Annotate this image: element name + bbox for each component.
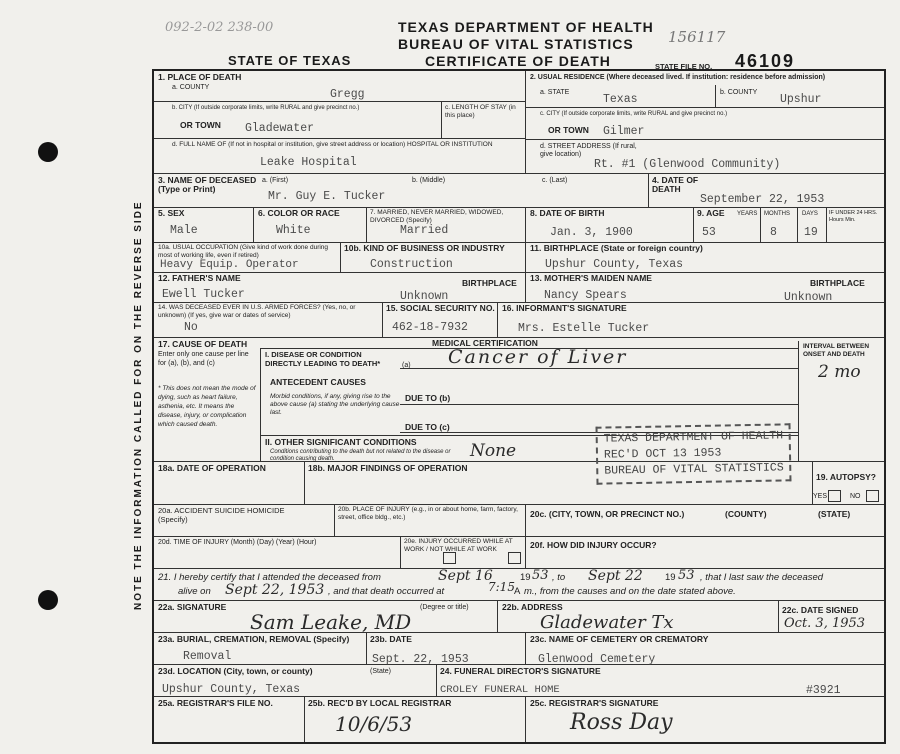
value-marital: Married xyxy=(400,224,449,237)
stamp-line-1: TEXAS DEPARTMENT OF HEALTH xyxy=(603,429,784,446)
label-address: 22b. ADDRESS xyxy=(502,602,563,612)
value-last-seen: Sept 22, 1953 xyxy=(225,582,325,598)
label-location-state: (State) xyxy=(370,668,392,675)
label-date-signed: 22c. DATE SIGNED xyxy=(782,605,859,615)
label-length-of-stay: c. LENGTH OF STAY (in this place) xyxy=(445,104,516,119)
label-degree: (Degree or title) xyxy=(420,604,469,611)
label-other-cond: II. OTHER SIGNIFICANT CONDITIONS xyxy=(265,437,417,447)
value-mother: Nancy Spears xyxy=(544,289,627,302)
not-at-work-checkbox[interactable] xyxy=(508,552,521,564)
label-cemetery: 23c. NAME OF CEMETERY OR CREMATORY xyxy=(530,634,709,644)
label-injury-state: (STATE) xyxy=(818,509,851,519)
label-accident: 20a. ACCIDENT SUICIDE HOMICIDE (Specify) xyxy=(158,506,285,524)
state-of-texas: STATE OF TEXAS xyxy=(228,53,352,68)
value-date-signed: Oct. 3, 1953 xyxy=(784,616,866,631)
value-funeral-no: #3921 xyxy=(806,684,841,697)
label-disease-i: I. DISEASE OR CONDITION DIRECTLY LEADING TO DEATH* xyxy=(265,350,381,368)
value-attended-to-year: 53 xyxy=(678,568,695,583)
label-autopsy-no: NO xyxy=(850,493,861,500)
label-med-cert: MEDICAL CERTIFICATION xyxy=(432,338,538,348)
label-name: 3. NAME OF DECEASED (Type or Print) xyxy=(158,175,257,194)
value-street: Rt. #1 (Glenwood Community) xyxy=(594,158,781,171)
file-no-label: STATE FILE NO. xyxy=(655,62,713,71)
label-street: d. STREET ADDRESS (If rural, give location) xyxy=(540,143,637,158)
value-name: Mr. Guy E. Tucker xyxy=(268,190,386,203)
value-age-days: 19 xyxy=(804,226,818,239)
label-first: a. (First) xyxy=(262,177,289,184)
label-mother: 13. MOTHER'S MAIDEN NAME xyxy=(530,273,652,283)
label-19-2: 19 xyxy=(665,572,676,583)
value-mother-birthplace: Unknown xyxy=(784,291,833,304)
label-dob: 8. DATE OF BIRTH xyxy=(530,208,605,218)
value-burial-date: Sept. 22, 1953 xyxy=(372,653,469,666)
value-other-cond: None xyxy=(470,441,517,461)
autopsy-yes-checkbox[interactable] xyxy=(828,490,841,502)
label-death-occurred: , and that death occurred at xyxy=(328,586,445,597)
label-birthplace: 11. BIRTHPLACE (State or foreign country) xyxy=(530,243,703,253)
label-state: a. STATE xyxy=(540,89,570,96)
value-recd-local: 10/6/53 xyxy=(335,712,413,736)
value-res-county: Upshur xyxy=(780,93,822,106)
value-attended-to: Sept 22 xyxy=(588,568,643,584)
value-cause-a: Cancer of Liver xyxy=(448,346,628,368)
label-injury-city: 20c. (CITY, TOWN, OR PRECINCT NO.) xyxy=(530,509,685,519)
top-note: 092-2-02 238-00 xyxy=(165,20,274,35)
label-res-city: c. CITY (If outside corporate limits, write RURAL and give precinct no.) xyxy=(540,111,728,117)
label-res-or-town: OR TOWN xyxy=(548,125,589,135)
value-death-time: 7:15 xyxy=(488,580,515,594)
label-due-b: DUE TO (b) xyxy=(405,393,451,403)
label-certify-to: , to xyxy=(552,572,566,583)
label-19-1: 19 xyxy=(520,572,531,583)
label-alive-on: alive on xyxy=(178,586,211,597)
label-certify-1: 21. I hereby certify that I attended the deceased from xyxy=(158,572,381,583)
label-sex: 5. SEX xyxy=(158,208,185,218)
label-certify-3: m., from the causes and on the date stated above. xyxy=(524,586,736,597)
label-signature: 22a. SIGNATURE xyxy=(158,602,227,612)
label-city: b. CITY (If outside corporate limits, write RURAL and give precinct no.) xyxy=(172,105,360,111)
label-years: YEARS xyxy=(737,211,758,217)
value-county: Gregg xyxy=(330,88,365,101)
label-registrar-sig: 25c. REGISTRAR'S SIGNATURE xyxy=(530,698,659,708)
label-ssn: 15. SOCIAL SECURITY NO. xyxy=(386,303,495,313)
value-informant: Mrs. Estelle Tucker xyxy=(518,322,650,335)
value-res-city: Gilmer xyxy=(603,125,645,138)
label-autopsy: 19. AUTOPSY? xyxy=(816,472,876,482)
value-attended-from-year: 53 xyxy=(532,568,549,583)
value-race: White xyxy=(276,224,311,237)
label-burial-date: 23b. DATE xyxy=(370,634,412,644)
value-occupation: Heavy Equip. Operator xyxy=(160,259,299,271)
label-mother-birthplace: BIRTHPLACE xyxy=(810,278,865,288)
label-major-findings: 18b. MAJOR FINDINGS OF OPERATION xyxy=(308,463,468,473)
label-armed-forces: 14. WAS DECEASED EVER IN U.S. ARMED FORCES? (Yes, no, or unknown) (If yes, give war or dates of service) xyxy=(158,304,356,319)
value-father: Ewell Tucker xyxy=(162,288,245,301)
label-burial: 23a. BURIAL, CREMATION, REMOVAL (Specify) xyxy=(158,634,350,644)
handwritten-number: 156117 xyxy=(668,28,726,46)
label-location: 23d. LOCATION (City, town, or county) xyxy=(158,666,313,676)
label-county: a. COUNTY xyxy=(172,84,210,91)
side-note: NOTE THE INFORMATION CALLED FOR ON THE REVERSE SIDE xyxy=(133,200,144,610)
label-date-of-death: 4. DATE OF DEATH xyxy=(652,175,699,194)
bureau-title: BUREAU OF VITAL STATISTICS xyxy=(398,36,634,52)
label-marital: 7. MARRIED, NEVER MARRIED, WIDOWED, DIVORCED (Specify) xyxy=(370,209,504,224)
value-city: Gladewater xyxy=(245,122,315,135)
value-address: Gladewater Tx xyxy=(540,612,674,633)
value-date-of-death: September 22, 1953 xyxy=(700,193,825,206)
label-cause-note: * This does not mean the mode of dying, such as heart failure, asthenia, etc. It means the disease, injury, or complication which caused death. xyxy=(158,385,256,428)
label-autopsy-yes: YES xyxy=(813,493,828,500)
label-informant: 16. INFORMANT'S SIGNATURE xyxy=(502,303,627,313)
value-age-years: 53 xyxy=(702,226,716,239)
label-recd-local: 25b. REC'D BY LOCAL REGISTRAR xyxy=(308,698,452,708)
value-death-ampm: A xyxy=(514,586,521,597)
value-res-state: Texas xyxy=(603,93,638,106)
value-cemetery: Glenwood Cemetery xyxy=(538,653,656,666)
value-registrar-sig: Ross Day xyxy=(570,710,673,735)
label-time-of-injury: 20d. TIME OF INJURY (Month) (Day) (Year) (Hour) xyxy=(158,539,317,546)
value-industry: Construction xyxy=(370,258,453,271)
value-sex: Male xyxy=(170,224,198,237)
label-days: DAYS xyxy=(802,211,818,217)
value-age-months: 8 xyxy=(770,226,777,239)
label-middle: b. (Middle) xyxy=(412,177,446,184)
label-industry: 10b. KIND OF BUSINESS OR INDUSTRY xyxy=(344,243,505,253)
label-last: c. (Last) xyxy=(542,177,568,184)
punch-hole-top xyxy=(38,142,58,162)
label-months: MONTHS xyxy=(764,211,790,217)
dept-title: TEXAS DEPARTMENT OF HEALTH xyxy=(398,19,654,35)
value-burial: Removal xyxy=(183,650,232,663)
label-interval: INTERVAL BETWEEN ONSET AND DEATH xyxy=(803,343,870,358)
value-funeral-home: CROLEY FUNERAL HOME xyxy=(440,684,560,696)
value-ssn: 462-18-7932 xyxy=(392,321,468,334)
label-cause-of-death: 17. CAUSE OF DEATH xyxy=(158,339,248,349)
label-date-of-operation: 18a. DATE OF OPERATION xyxy=(158,463,266,473)
value-location: Upshur County, Texas xyxy=(162,683,301,696)
label-due-c: DUE TO (c) xyxy=(405,422,450,432)
stamp-line-3: BUREAU OF VITAL STATISTICS xyxy=(604,461,784,478)
label-under-24: IF UNDER 24 HRS. Hours Min. xyxy=(829,210,878,223)
label-how-injury: 20f. HOW DID INJURY OCCUR? xyxy=(530,540,657,550)
label-father-birthplace: BIRTHPLACE xyxy=(462,278,517,288)
label-injury-county: (COUNTY) xyxy=(725,509,767,519)
label-usual-residence: 2. USUAL RESIDENCE (Where deceased lived. If institution: residence before admission) xyxy=(530,74,826,81)
value-signature: Sam Leake, MD xyxy=(250,610,412,634)
value-attended-from: Sept 16 xyxy=(438,568,493,584)
value-father-birthplace: Unknown xyxy=(400,290,449,303)
autopsy-no-checkbox[interactable] xyxy=(866,490,879,502)
label-funeral-director: 24. FUNERAL DIRECTOR'S SIGNATURE xyxy=(440,666,601,676)
label-registrar-file: 25a. REGISTRAR'S FILE NO. xyxy=(158,698,273,708)
value-armed-forces: No xyxy=(184,321,198,334)
label-certify-2: , that I last saw the deceased xyxy=(700,572,824,583)
label-occupation: 10a. USUAL OCCUPATION (Give kind of work done during most of working life, even if retired) xyxy=(158,244,329,259)
punch-hole-bottom xyxy=(38,590,58,610)
label-morbid: Morbid conditions, if any, giving rise to the above cause (a) stating the underlying cause last. xyxy=(270,393,400,416)
stamp-line-2: REC'D OCT 13 1953 xyxy=(603,446,722,462)
value-hospital: Leake Hospital xyxy=(260,156,357,169)
received-stamp xyxy=(596,423,792,484)
label-race: 6. COLOR OR RACE xyxy=(258,208,340,218)
label-res-county: b. COUNTY xyxy=(720,89,758,96)
label-father: 12. FATHER'S NAME xyxy=(158,273,241,283)
value-interval: 2 mo xyxy=(818,362,861,382)
label-a: (a) xyxy=(402,362,411,369)
label-other-cond-note: Conditions contributing to the death but not related to the disease or condition causing death. xyxy=(270,449,451,462)
value-birthplace: Upshur County, Texas xyxy=(545,258,684,271)
label-cause-instr: Enter only one cause per line for (a), (b), and (c) xyxy=(158,351,249,367)
certificate-title: CERTIFICATE OF DEATH xyxy=(425,53,611,69)
label-age: 9. AGE xyxy=(697,208,725,218)
label-place-of-death: 1. PLACE OF DEATH xyxy=(158,72,242,82)
label-place-of-injury: 20b. PLACE OF INJURY (e.g., in or about home, farm, factory, street, office bldg., etc.) xyxy=(338,506,518,521)
label-or-town: OR TOWN xyxy=(180,120,221,130)
label-injury-occurred: 20e. INJURY OCCURRED WHILE AT WORK / NOT WHILE AT WORK xyxy=(404,538,513,553)
label-antecedent: ANTECEDENT CAUSES xyxy=(270,377,366,387)
value-dob: Jan. 3, 1900 xyxy=(550,226,633,239)
file-no: 46109 xyxy=(735,51,796,71)
label-hospital: d. FULL NAME OF (If not in hospital or institution, give street address or location) HOSPITAL OR INSTITUTION xyxy=(172,141,493,148)
at-work-checkbox[interactable] xyxy=(443,552,456,564)
